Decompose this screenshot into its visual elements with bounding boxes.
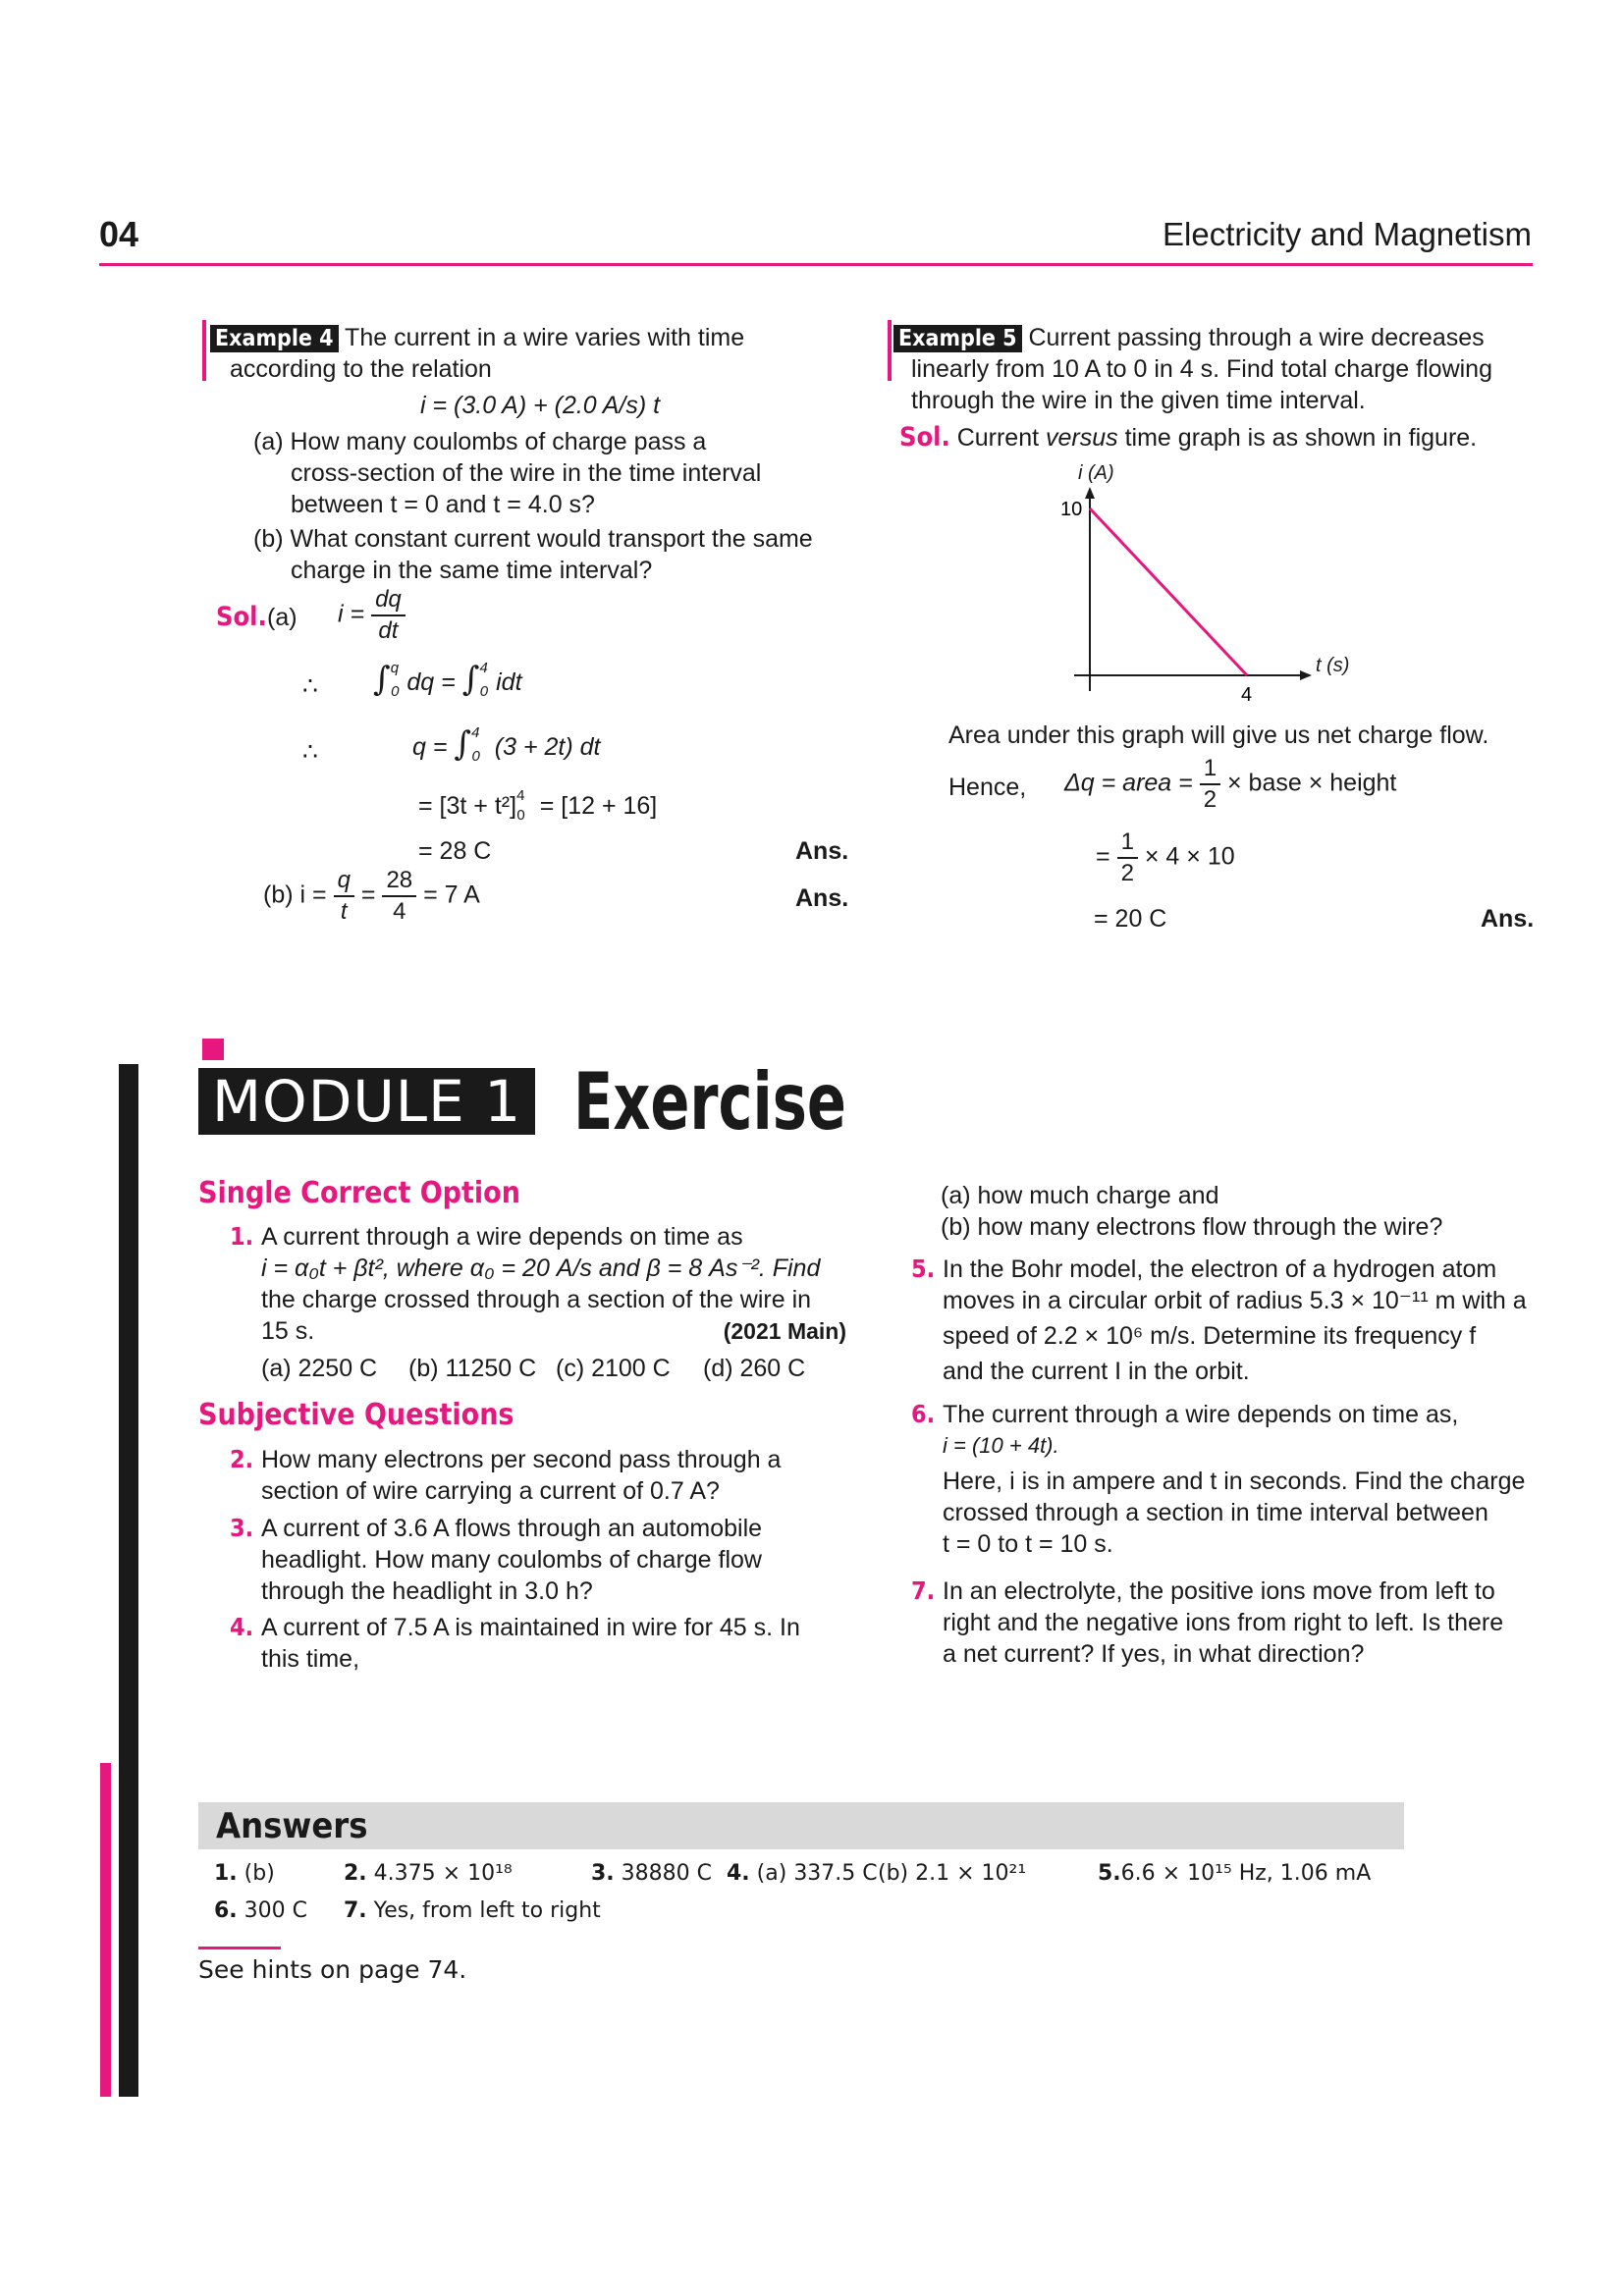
eq2-lower-0b: 0 (479, 683, 489, 700)
q7-l2: right and the negative ions from right to left. Is there (943, 1609, 1504, 1636)
q4-part-b: (b) how many electrons flow through the wire? (941, 1213, 1443, 1241)
eq3-rhs: (3 + 2t) dt (494, 733, 601, 761)
eq2-upper-4: 4 (479, 660, 488, 676)
a6-num: 6. (214, 1898, 238, 1923)
question-3 (230, 1513, 858, 1607)
eq1-num: dq (371, 585, 406, 616)
q5-num: 5. (911, 1255, 936, 1283)
step2-rhs: × 4 × 10 (1144, 842, 1235, 871)
header-rule (99, 263, 1533, 266)
integral-icon: ∫ (454, 724, 472, 764)
example4-tag: Example 4 (210, 325, 339, 352)
hence-label: Hence, (948, 774, 1027, 801)
half-den-1: 2 (1203, 786, 1217, 813)
q1-num: 1. (230, 1222, 254, 1251)
eq4 (418, 787, 658, 826)
therefore-1: ∴ (302, 672, 318, 700)
eq6-num2: 28 (382, 866, 416, 897)
eq6-frac2 (382, 866, 416, 927)
y-tick-label: 10 (1060, 499, 1083, 520)
eq2-text: dq = (406, 668, 456, 696)
module-label: MODULE 1 (198, 1068, 535, 1135)
q7-l3: a net current? If yes, in what direction? (943, 1640, 1365, 1668)
eq4-upper: 4 (516, 787, 525, 804)
q6-l4: crossed through a section in time interval between (943, 1499, 1488, 1526)
a2: 4.375 × 10¹⁸ (373, 1861, 513, 1886)
q3-l1: A current of 3.6 A flows through an automobile (261, 1515, 763, 1542)
q2-l2: section of wire carrying a current of 0.7 A? (261, 1477, 720, 1505)
hints-rule (198, 1947, 281, 1949)
question-5 (911, 1254, 1540, 1387)
q6-num: 6. (911, 1400, 936, 1428)
dq-lhs: Δq = area = (1064, 769, 1193, 797)
step3-eq: = 20 C (1094, 905, 1167, 933)
sol-text-a: Current (956, 424, 1040, 452)
q4-num: 4. (230, 1613, 254, 1641)
eq2-upper-q: q (390, 660, 400, 676)
q4-l2: this time, (261, 1645, 360, 1673)
area-text: Area under this graph will give us net charge flow. (948, 721, 1489, 749)
answers-header-bar (198, 1802, 1404, 1849)
a5: 6.6 × 10¹⁵ Hz, 1.06 mA (1120, 1861, 1372, 1886)
example5-intro-l2: linearly from 10 A to 0 in 4 s. Find total charge flowing (911, 355, 1492, 383)
eq6-den2: 4 (393, 898, 406, 925)
example4-sol-a: (a) (267, 604, 298, 631)
example4-sol-label: Sol. (216, 602, 267, 632)
eq3 (412, 724, 601, 767)
q6-l5: t = 0 to t = 10 s. (943, 1530, 1113, 1558)
sol-text-b: time graph is as shown in figure. (1124, 424, 1478, 452)
question-7 (911, 1575, 1540, 1670)
eq6-num1: q (334, 866, 354, 897)
part-b-l2: charge in the same time interval? (291, 557, 653, 584)
half-num-2: 1 (1117, 828, 1138, 859)
a3: 38880 C (621, 1861, 713, 1886)
q6-l1: The current through a wire depends on time as, (943, 1401, 1459, 1428)
current-line (1090, 508, 1247, 675)
ans-label-3: Ans. (1481, 905, 1535, 933)
question-6 (911, 1399, 1540, 1560)
answers-heading: Answers (216, 1806, 368, 1846)
q6-l3: Here, i is in ampere and t in seconds. Find the charge (943, 1468, 1526, 1495)
eq6-frac1 (334, 866, 354, 927)
q2-l1: How many electrons per second pass through a (261, 1446, 782, 1473)
a4a: (a) 337.5 C (756, 1861, 878, 1886)
half-den-2: 2 (1120, 860, 1134, 886)
integral-icon: ∫ (461, 660, 480, 699)
eq1-lhs: i = (338, 600, 365, 628)
eq6-lhs: (b) i = (263, 881, 327, 909)
a3-num: 3. (591, 1861, 615, 1886)
a2-num: 2. (344, 1861, 367, 1886)
graph-y-label: i (A) (1078, 462, 1114, 484)
q7-num: 7. (911, 1576, 936, 1605)
y-arrow-icon (1085, 487, 1095, 499)
eq3-lhs: q = (412, 733, 448, 761)
eq4-lhs: = [3t + t²] (418, 792, 517, 820)
example5-tag: Example 5 (893, 325, 1022, 352)
part-a-l1: (a) How many coulombs of charge pass a (253, 428, 707, 455)
part-a-l2: cross-section of the wire in the time interval (291, 459, 762, 487)
example5-sol (899, 422, 1477, 454)
q1-option-b[interactable]: (b) 11250 C (408, 1355, 537, 1382)
q1-l4: 15 s. (261, 1317, 315, 1345)
example5-intro-l3: through the wire in the given time interval. (911, 387, 1366, 414)
module-pink-square (202, 1039, 224, 1060)
example4-bar (202, 320, 206, 381)
current-time-graph (1041, 459, 1355, 705)
example4-intro-l2: according to the relation (230, 355, 492, 383)
hints-text: See hints on page 74. (198, 1955, 467, 1984)
single-correct-heading: Single Correct Option (198, 1176, 520, 1210)
x-tick-label: 4 (1241, 684, 1253, 705)
eq3-upper-4: 4 (471, 724, 480, 741)
example5-intro-l1: Current passing through a wire decreases (1028, 324, 1485, 351)
eq3-lower-0: 0 (471, 748, 480, 765)
question-1 (230, 1221, 858, 1384)
ans-label-1: Ans. (795, 837, 849, 865)
eq2 (373, 660, 522, 702)
q1-l1: A current through a wire depends on time as (261, 1223, 743, 1251)
example4-relation: i = (3.0 A) + (2.0 A/s) t (420, 392, 661, 419)
page-number: 04 (99, 214, 139, 254)
module-title: Exercise (573, 1056, 846, 1148)
q1-tag: (2021 Main) (723, 1318, 846, 1344)
a4b: (b) 2.1 × 10²¹ (878, 1861, 1027, 1886)
a4-num: 4. (727, 1861, 750, 1886)
q5-l2: moves in a circular orbit of radius 5.3 × 10⁻¹¹ m with a (943, 1287, 1527, 1314)
a1: (b) (243, 1861, 275, 1886)
q4-l1: A current of 7.5 A is maintained in wire for 45 s. In (261, 1614, 800, 1641)
left-black-bar (119, 1064, 138, 2097)
example5-block (893, 322, 1542, 416)
part-b-l1: (b) What constant current would transport the same (253, 525, 813, 553)
eq6: (b) i = $\frac{q}{t}$ = $\frac{28}{4}$ = 7 A (263, 867, 480, 925)
x-arrow-icon (1300, 670, 1312, 680)
left-pink-bar (100, 1763, 111, 2097)
eq6-rhs: = 7 A (423, 881, 480, 909)
example5-bar (888, 320, 892, 381)
example4-part-b (253, 523, 813, 586)
example4-block (210, 322, 858, 385)
q3-l2: headlight. How many coulombs of charge flow (261, 1546, 762, 1574)
example5-sol-label: Sol. (899, 422, 950, 453)
subjective-heading: Subjective Questions (198, 1398, 514, 1432)
integral-icon: ∫ (373, 660, 391, 699)
q5-l1: In the Bohr model, the electron of a hydrogen atom (943, 1255, 1497, 1283)
dq-eq (1064, 754, 1396, 815)
eq1 (338, 585, 406, 646)
question-2 (230, 1444, 858, 1507)
a7: Yes, from left to right (373, 1898, 601, 1923)
half-frac-2 (1117, 828, 1138, 888)
step2-eq: = $\frac{1}{2}$ × 4 × 10 (1096, 828, 1235, 886)
q5-l3: speed of 2.2 × 10⁶ m/s. Determine its frequency f (943, 1322, 1477, 1350)
q4-part-a: (a) how much charge and (941, 1182, 1219, 1209)
q1-option-d[interactable]: (d) 260 C (703, 1355, 806, 1382)
half-num-1: 1 (1200, 754, 1220, 785)
a5-num: 5. (1098, 1861, 1121, 1886)
q1-options (230, 1353, 858, 1384)
q3-num: 3. (230, 1514, 254, 1542)
example4-intro-l1: The current in a wire varies with time (345, 324, 745, 351)
a7-num: 7. (344, 1898, 367, 1923)
chapter-title: Electricity and Magnetism (1163, 216, 1532, 252)
q7-l1: In an electrolyte, the positive ions move from left to (943, 1577, 1495, 1605)
therefore-2: ∴ (302, 738, 318, 766)
q6-l2: i = (10 + 4t). (943, 1433, 1059, 1458)
q1-option-a[interactable]: (a) 2250 C (261, 1355, 378, 1382)
question-4-parts (941, 1180, 1569, 1243)
q1-l2: i = α₀t + βt², where α₀ = 20 A/s and β = 8 As⁻². Find (261, 1255, 821, 1282)
sol-text-versus: versus (1046, 424, 1118, 452)
part-a-l3: between t = 0 and t = 4.0 s? (291, 491, 595, 518)
eq4-lower: 0 (516, 807, 525, 824)
eq1-den: dt (378, 617, 399, 644)
example4-part-a (253, 426, 761, 520)
q1-l3: the charge crossed through a section of the wire in (261, 1286, 812, 1313)
a1-num: 1. (214, 1861, 238, 1886)
eq1-frac (371, 585, 406, 646)
q1-option-c[interactable]: (c) 2100 C (556, 1355, 671, 1382)
eq2-rhs: idt (496, 668, 522, 696)
graph-x-label: t (s) (1316, 655, 1350, 676)
q2-num: 2. (230, 1445, 254, 1473)
eq2-lower-0: 0 (391, 683, 400, 700)
a6: 300 C (243, 1898, 308, 1923)
ans-label-2: Ans. (795, 884, 849, 912)
eq4-rhs: = [12 + 16] (539, 792, 658, 820)
half-frac-1 (1200, 754, 1220, 815)
q5-l4: and the current I in the orbit. (943, 1358, 1250, 1385)
dq-rhs: × base × height (1227, 769, 1397, 797)
question-4 (230, 1612, 858, 1675)
eq5: = 28 C (418, 837, 492, 865)
eq6-den1: t (340, 898, 348, 925)
q3-l3: through the headlight in 3.0 h? (261, 1577, 593, 1605)
